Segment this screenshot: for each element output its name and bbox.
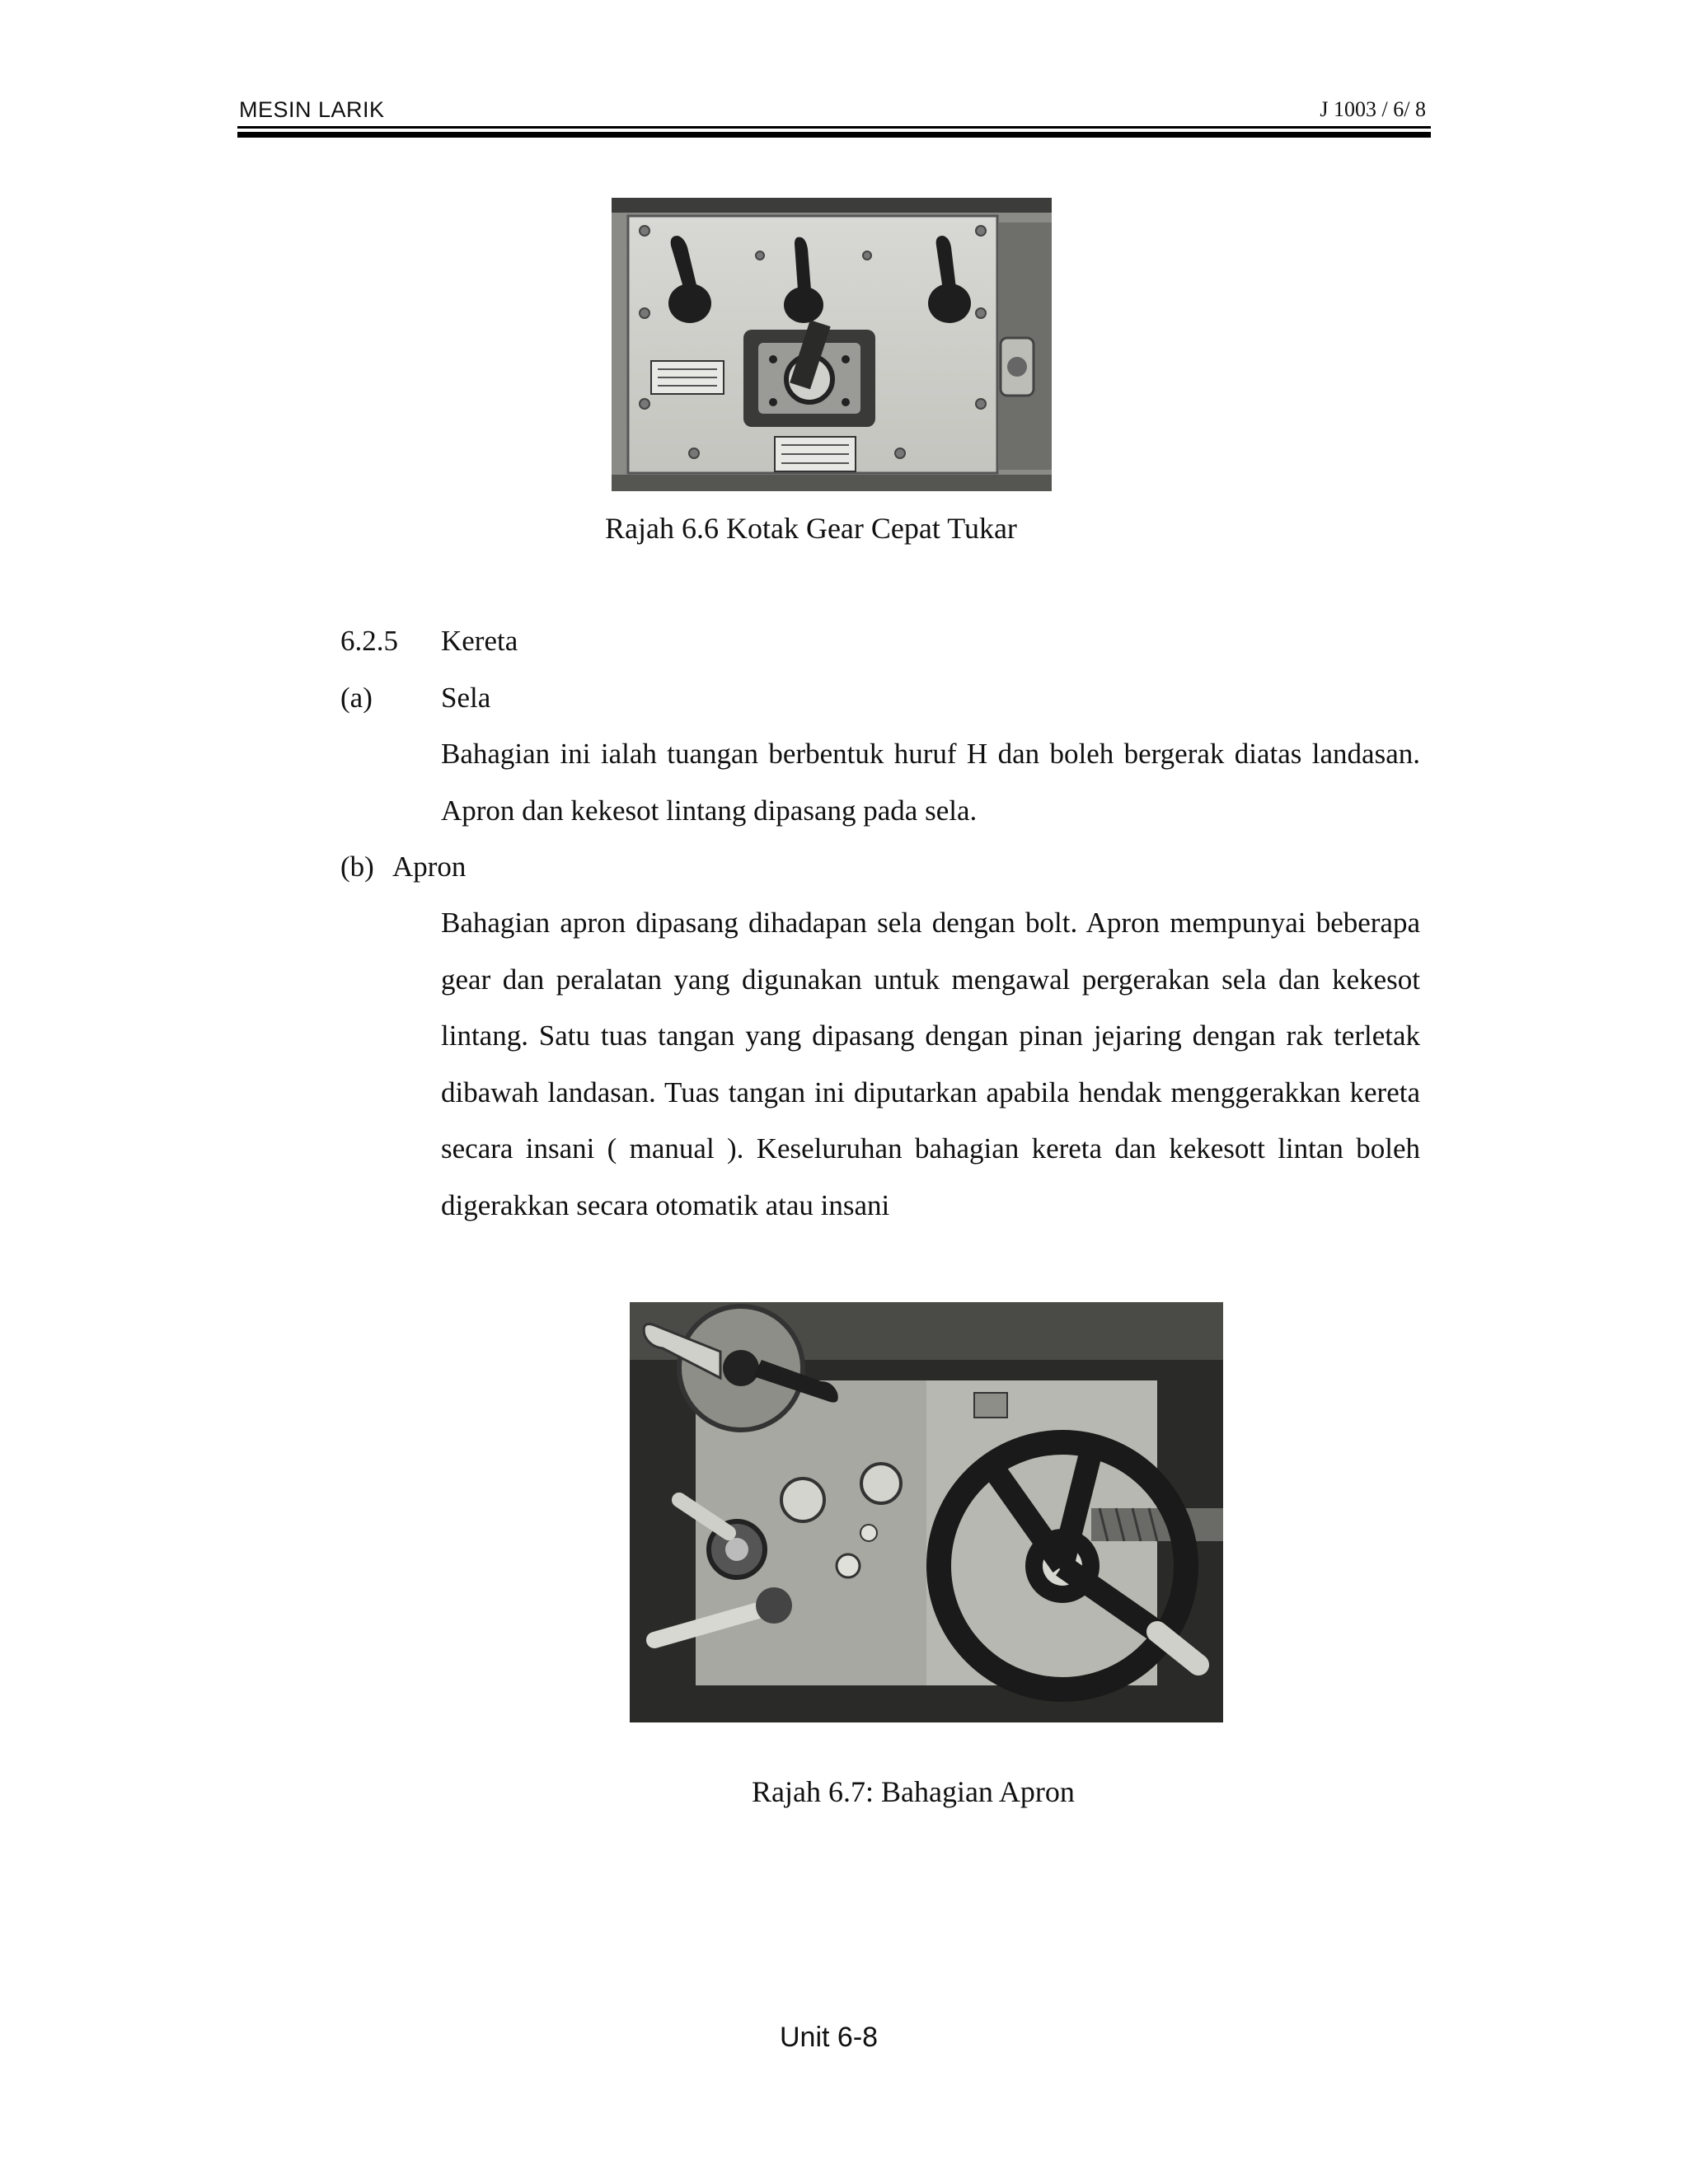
section-number: 6.2.5 (340, 625, 398, 657)
figure-6-6-caption: Rajah 6.6 Kotak Gear Cepat Tukar (605, 512, 1017, 545)
item-a-text: Bahagian ini ialah tuangan berbentuk huruf H dan boleh bergerak diatas landasan. Apron dan kekesot lintang dipasang pada sela. (441, 738, 1420, 827)
figure-6-7-caption: Rajah 6.7: Bahagian Apron (752, 1775, 1075, 1808)
running-header-code: J 1003 / 6/ 8 (1320, 97, 1426, 121)
header-rule-thick (237, 132, 1431, 138)
apron-photo (630, 1302, 1223, 1722)
item-a-marker: (a) (340, 682, 373, 714)
header-rule-thin (237, 126, 1431, 129)
gearbox-photo (612, 198, 1052, 491)
item-b-text: Bahagian apron dipasang dihadapan sela dengan bolt. Apron mempunyai beberapa gear dan peralatan yang digunakan untuk mengawal pergerakan sela dan kekesot lintang. Satu tuas tangan yang dipasang dengan pinan jejaring dengan rak terletak dibawah landasan. Tuas tangan ini diputarkan apabila hendak menggerakkan kereta secara insani ( manual ). Keseluruhan bahagian kereta dan kekesott lintan boleh digerakkan secara otomatik atau insani (441, 907, 1420, 1221)
item-b-title: Apron (392, 851, 467, 883)
item-a-title: Sela (441, 682, 491, 714)
item-b-marker: (b) (340, 851, 374, 883)
item-b-paragraph (441, 895, 1420, 1234)
section-title: Kereta (441, 625, 518, 657)
running-header-title: MESIN LARIK (239, 97, 385, 122)
page-footer: Unit 6-8 (780, 2022, 879, 2053)
item-a-paragraph (441, 726, 1420, 839)
